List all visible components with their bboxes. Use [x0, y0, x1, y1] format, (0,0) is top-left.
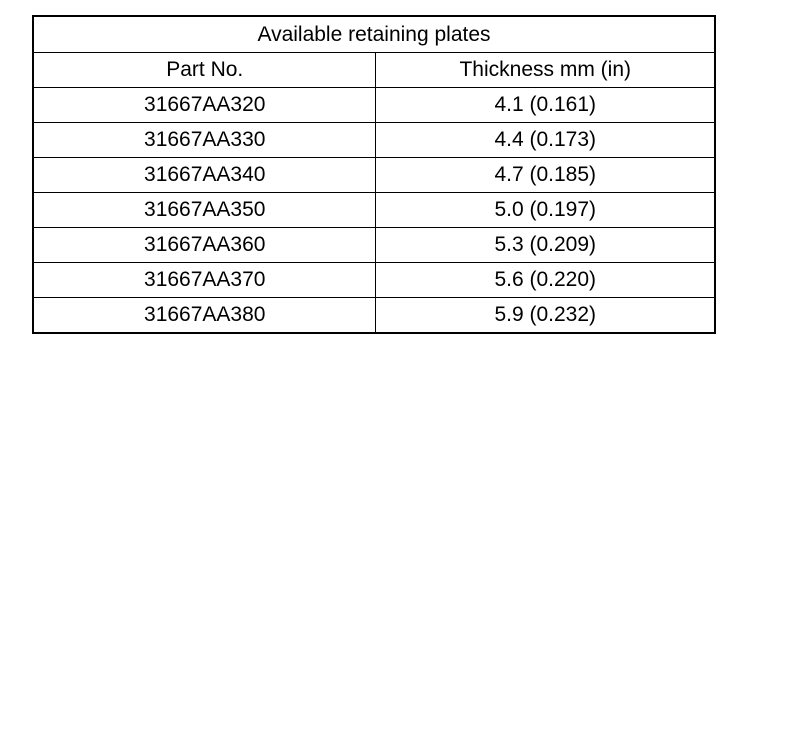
- thickness-cell: 4.7 (0.185): [376, 158, 715, 193]
- table-row: [33, 88, 715, 123]
- header-thickness: Thickness mm (in): [376, 53, 715, 88]
- table-row: [33, 123, 715, 158]
- thickness-cell: 4.4 (0.173): [376, 123, 715, 158]
- table-row: [33, 263, 715, 298]
- part-no-cell: 31667AA380: [33, 298, 376, 334]
- part-no-cell: 31667AA370: [33, 263, 376, 298]
- part-no-cell: 31667AA350: [33, 193, 376, 228]
- table-header-row: [33, 53, 715, 88]
- header-part-no: Part No.: [33, 53, 376, 88]
- table-row: [33, 298, 715, 334]
- part-no-cell: 31667AA340: [33, 158, 376, 193]
- thickness-cell: 4.1 (0.161): [376, 88, 715, 123]
- table-row: [33, 193, 715, 228]
- table-title-row: [33, 16, 715, 53]
- thickness-cell: 5.0 (0.197): [376, 193, 715, 228]
- table-row: [33, 228, 715, 263]
- thickness-cell: 5.9 (0.232): [376, 298, 715, 334]
- part-no-cell: 31667AA330: [33, 123, 376, 158]
- thickness-cell: 5.6 (0.220): [376, 263, 715, 298]
- thickness-cell: 5.3 (0.209): [376, 228, 715, 263]
- part-no-cell: 31667AA360: [33, 228, 376, 263]
- part-no-cell: 31667AA320: [33, 88, 376, 123]
- table-title: Available retaining plates: [33, 16, 715, 53]
- retaining-plates-table: [32, 15, 716, 334]
- table-row: [33, 158, 715, 193]
